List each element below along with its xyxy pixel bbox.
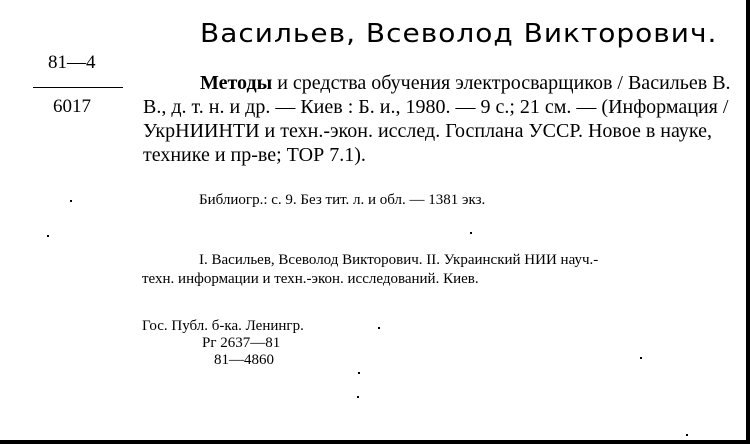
scan-speck — [686, 434, 688, 436]
accession-number: 81—4860 — [214, 352, 274, 368]
scan-speck — [47, 235, 49, 237]
call-number-bottom: 6017 — [53, 96, 91, 117]
bibliographic-entry — [143, 71, 743, 167]
scan-speck — [378, 327, 380, 329]
scan-speck — [357, 396, 359, 398]
entry-description: и средства обучения электросварщиков / Васильев В. В., д. т. н. и др. — Киев : Б. и., 1980. — 9 с.; 21 см. — (Информация / УкрНИИНТИ и техн.-экон. исслед. Госплана УССР. Новое в науке, технике и пр-ве; ТОР 7.1). — [143, 72, 731, 166]
library-name: Гос. Публ. б-ка. Ленингр. — [142, 318, 304, 334]
scan-speck — [470, 232, 472, 234]
tracings — [142, 251, 732, 289]
entry-title: Методы — [200, 72, 273, 94]
tracing-line-2: техн. информации и техн.-экон. исследований. Киев. — [142, 271, 479, 287]
scan-speck — [70, 200, 72, 202]
scan-speck — [640, 357, 642, 359]
call-number-divider — [33, 87, 123, 88]
scan-speck — [358, 372, 360, 374]
bibliography-note: Библиогр.: с. 9. Без тит. л. и обл. — 1381 экз. — [199, 192, 486, 208]
holdings-block — [142, 318, 304, 369]
call-number-top: 81—4 — [48, 52, 96, 73]
handwritten-heading: Васильев, Всеволод Викторович. — [200, 18, 718, 49]
registration-number: Рг 2637—81 — [202, 335, 281, 351]
tracing-line-1: I. Васильев, Всеволод Викторович. II. Украинский НИИ науч.- — [199, 252, 599, 268]
